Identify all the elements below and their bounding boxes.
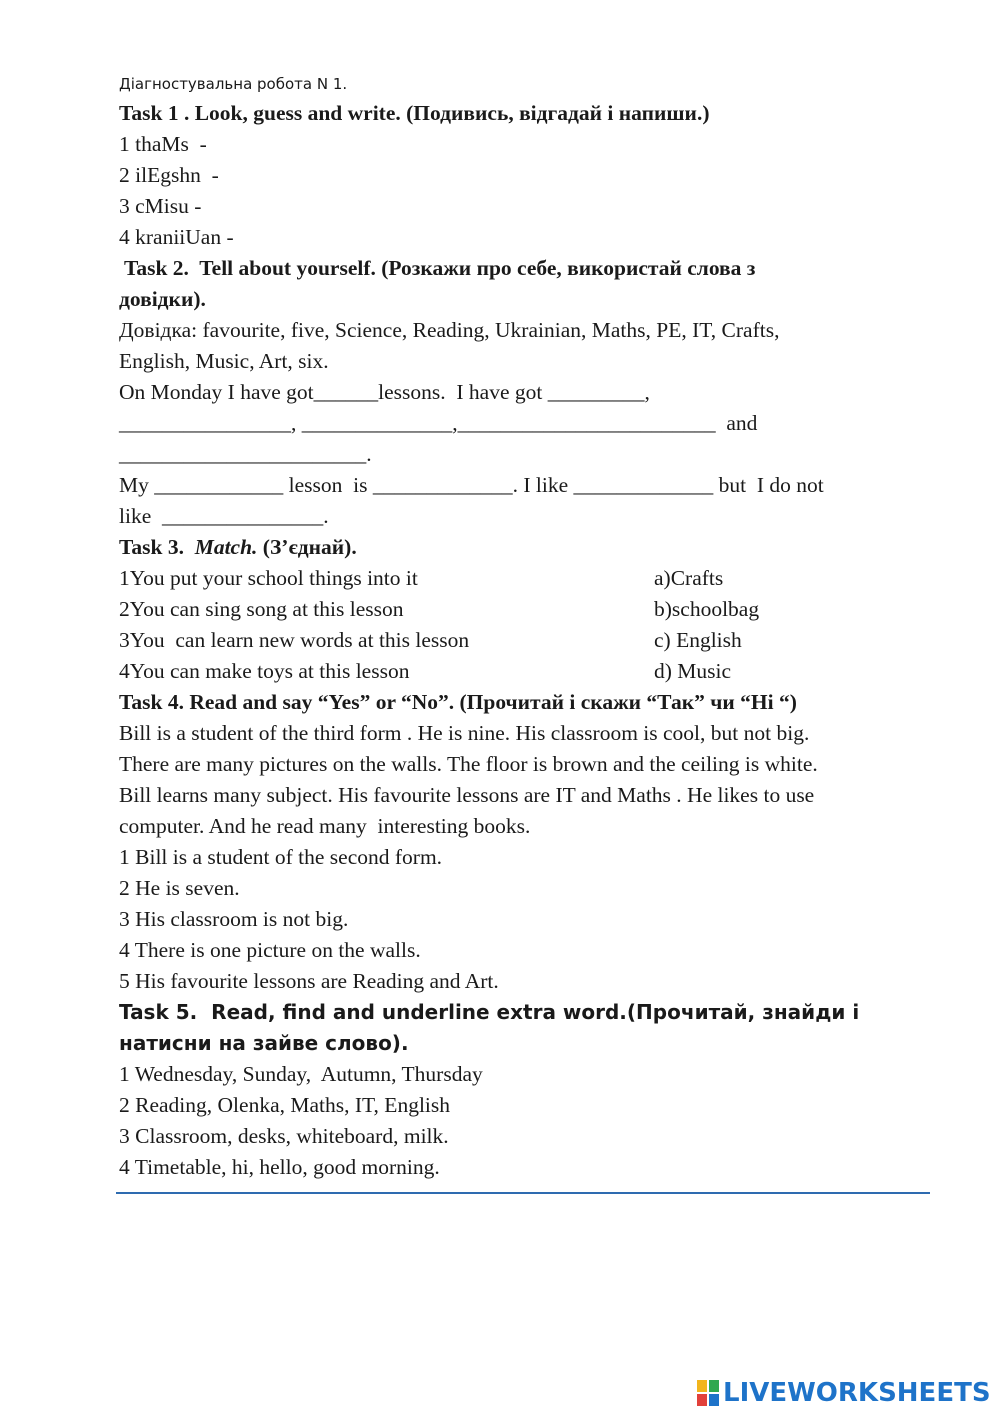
liveworksheets-logo-icon	[697, 1380, 719, 1406]
task2-text: ________________, ______________,________________________ and	[119, 411, 758, 435]
task3-left: 2You can sing song at this lesson	[119, 597, 404, 621]
task4-text: There are many pictures on the walls. The floor is brown and the ceiling is white.	[119, 752, 818, 776]
task4-title-rest: 4. Read and say “Yes” or “No”. (Прочитай і скажи “Так” чи “Ні “)	[167, 690, 797, 714]
task3-row	[119, 563, 929, 594]
task2-reference: Довідка: favourite, five, Science, Reading, Ukrainian, Maths, PE, IT, Crafts,	[119, 318, 780, 342]
task2-title: Task 2. Tell about yourself. (Розкажи про себе, використай слова з	[119, 256, 756, 280]
task4-item: 4 There is one picture on the walls.	[119, 938, 421, 962]
task1-item: 1 thaMs -	[119, 132, 207, 156]
task1-item: 4 kraniiUan -	[119, 225, 234, 249]
task5-item: 3 Classroom, desks, whiteboard, milk.	[119, 1124, 449, 1148]
task4-item: 1 Bill is a student of the second form.	[119, 845, 443, 869]
task3-right: a)Crafts	[654, 566, 724, 590]
liveworksheets-logo	[697, 1378, 991, 1408]
task5-title: Task 5. Read, find and underline extra word.(Прочитай, знайди і	[119, 1000, 860, 1024]
task5-item: 4 Timetable, hi, hello, good morning.	[119, 1155, 440, 1179]
task5-item: 2 Reading, Olenka, Maths, IT, English	[119, 1093, 451, 1117]
task2-text: like _______________.	[119, 504, 329, 528]
task4-text: Bill learns many subject. His favourite lessons are IT and Maths . He likes to use	[119, 783, 815, 807]
task4-text: Bill is a student of the third form . He is nine. His classroom is cool, but not big.	[119, 721, 810, 745]
task4-item: 2 He is seven.	[119, 876, 240, 900]
task2-text: On Monday I have got______lessons. I have got _________,	[119, 380, 650, 404]
task4-text: computer. And he read many interesting books.	[119, 814, 531, 838]
task3-row	[119, 594, 929, 625]
task3-title	[119, 532, 929, 563]
task3-row	[119, 625, 929, 656]
task3-title-prefix: Task 3.	[119, 535, 195, 559]
task4-title	[119, 687, 929, 718]
task5-title-cont: натисни на зайве слово).	[119, 1031, 409, 1055]
task3-left: 3You can learn new words at this lesson	[119, 628, 470, 652]
task2-text: My ____________ lesson is _____________. I like _____________ but I do not	[119, 473, 824, 497]
task1-item: 2 ilEgshn -	[119, 163, 219, 187]
worksheet-header: Діагностувальна робота N 1.	[119, 75, 348, 93]
task3-right: d) Music	[654, 659, 732, 683]
task3-right: c) English	[654, 628, 742, 652]
task3-row	[119, 656, 929, 687]
task3-title-italic: Match.	[194, 535, 258, 559]
task3-left: 4You can make toys at this lesson	[119, 659, 410, 683]
task5-item: 1 Wednesday, Sunday, Autumn, Thursday	[119, 1062, 483, 1086]
task4-item: 5 His favourite lessons are Reading and Art.	[119, 969, 499, 993]
worksheet	[119, 70, 929, 1183]
task3-title-suffix: (З’єднай).	[257, 535, 357, 559]
task2-text: _______________________.	[119, 442, 372, 466]
task4-item: 3 His classroom is not big.	[119, 907, 349, 931]
task2-reference-cont: English, Music, Art, six.	[119, 349, 329, 373]
task3-left: 1You put your school things into it	[119, 566, 418, 590]
task3-right: b)schoolbag	[654, 597, 760, 621]
task1-item: 3 cMisu -	[119, 194, 202, 218]
divider-line	[116, 1192, 930, 1194]
logo-text: LIVEWORKSHEETS	[723, 1378, 991, 1408]
task4-title-prefix: Task	[119, 690, 168, 714]
task1-title: Task 1 . Look, guess and write. (Подивись, відгадай і напиши.)	[119, 101, 710, 125]
task2-title-cont: довідки).	[119, 287, 206, 311]
